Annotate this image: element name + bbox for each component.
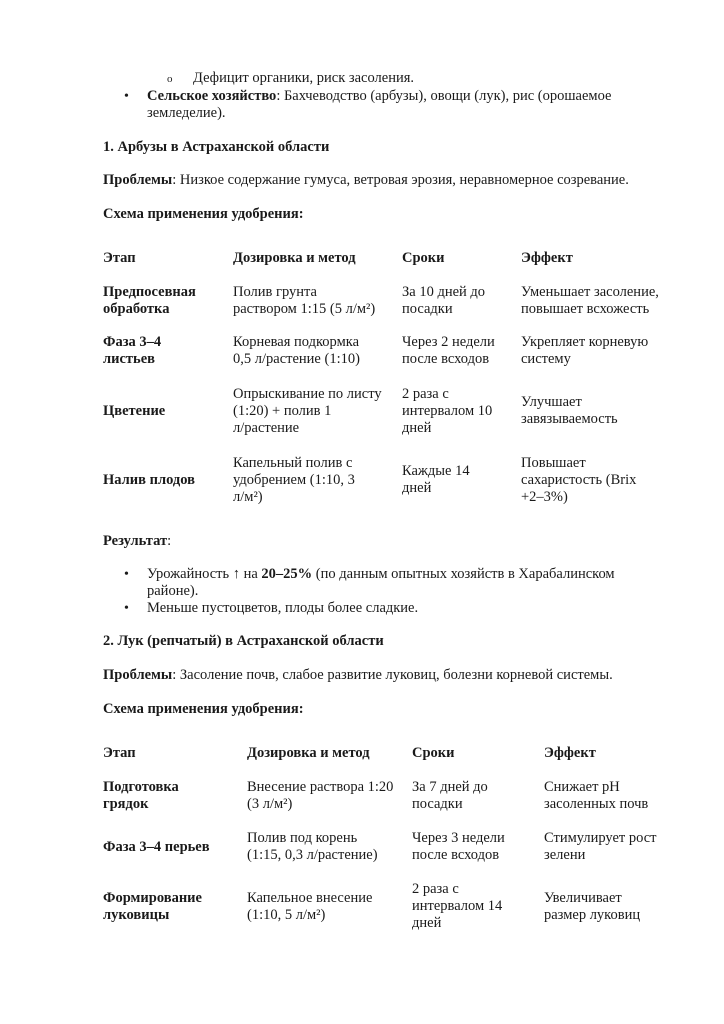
table2-header-effect: Эффект: [544, 745, 596, 761]
table1-row1-timing-l2: посадки: [402, 301, 453, 317]
table2-row1-effect-l1: Снижает pH: [544, 779, 620, 795]
table2-row1-dose: [247, 779, 393, 813]
table1-row4-effect-l3: +2–3%): [521, 489, 568, 505]
table1-row1-dose-l2: раствором 1:15 (5 л/м²): [233, 301, 376, 317]
table2-row3-effect-l1: Увеличивает: [544, 890, 622, 906]
table2-row1-dose-l2: (3 л/м²): [247, 796, 293, 812]
section1-title: 1. Арбузы в Астраханской области: [103, 139, 330, 155]
table1-row2-timing-l1: Через 2 недели: [402, 334, 495, 350]
table1-row4-dose-l2: удобрением (1:10, 3: [233, 472, 355, 488]
table1-row3-timing-l3: дней: [402, 420, 432, 436]
bullet-marker: •: [124, 89, 129, 104]
table2-row3-effect-l2: размер луковиц: [544, 907, 641, 923]
result-bullet-2-marker: •: [124, 601, 129, 616]
table1-row3-dose-l3: л/растение: [233, 420, 300, 436]
table1-row4-dose-l1: Капельный полив с: [233, 455, 353, 471]
table1-row2-stage-l1: Фаза 3–4: [103, 334, 162, 350]
table2-row1-dose-l1: Внесение раствора 1:20: [247, 779, 394, 795]
table2-row3-dose: [247, 890, 372, 924]
table1-row4-stage: [103, 472, 195, 489]
table2-row2-dose-l1: Полив под корень: [247, 830, 358, 846]
section2-problems: [103, 667, 613, 684]
bullet-agriculture-label: Сельское хозяйство: [147, 88, 277, 104]
table1-row3-timing: [402, 386, 492, 437]
table1-row2-effect: [521, 334, 648, 368]
result-bullet-1-marker: •: [124, 567, 129, 582]
table2-row3-timing-l2: интервалом 14: [412, 898, 503, 914]
table2-header-dose: Дозировка и метод: [247, 745, 370, 761]
table1-row4-effect-l2: сахаристость (Brix: [521, 472, 637, 488]
table1-row4-timing-l2: дней: [402, 480, 432, 496]
table1-row3-effect-l1: Улучшает: [521, 394, 582, 410]
section1-result: [103, 533, 171, 550]
table2-row1-stage-l1: Подготовка: [103, 779, 179, 795]
sub-bullet-marker: o: [167, 73, 173, 85]
table1-row2-timing-l2: после всходов: [402, 351, 490, 367]
table2-row3-stage-l1: Формирование: [103, 890, 202, 906]
table1-row2-dose-l2: 0,5 л/растение (1:10): [233, 351, 360, 367]
section2-title: 2. Лук (репчатый) в Астраханской области: [103, 633, 384, 649]
bullet-agriculture: [147, 88, 667, 122]
table2-row3-timing: [412, 881, 502, 932]
table1-row1-stage-l2: обработка: [103, 301, 170, 317]
table1-row2-effect-l1: Укрепляет корневую: [521, 334, 649, 350]
table1-row1-effect-l2: повышает всхожесть: [521, 301, 650, 317]
section1-problems-label: Проблемы: [103, 172, 173, 188]
table1-header-timing: Сроки: [402, 250, 445, 266]
table2-row2-dose-l2: (1:15, 0,3 л/растение): [247, 847, 378, 863]
table2-row1-stage: [103, 779, 179, 813]
table1-row2-timing: [402, 334, 495, 368]
table2-row2-effect-l1: Стимулирует рост: [544, 830, 657, 846]
table2-row2-stage-l1: Фаза 3–4 перьев: [103, 839, 210, 855]
table2-header-timing: Сроки: [412, 745, 455, 761]
result-item-1-line2: районе).: [147, 583, 199, 599]
table2-row2-effect: [544, 830, 657, 864]
table1-row3-effect: [521, 394, 618, 428]
table1-row3-stage-l1: Цветение: [103, 403, 166, 419]
table1-row3-dose-l1: Опрыскивание по листу: [233, 386, 382, 402]
bullet-agriculture-text: : Бахчеводство (арбузы), овощи (лук), рис (орошаемое: [276, 88, 612, 104]
table1-row1-effect-l1: Уменьшает засоление,: [521, 284, 659, 300]
table2-row1-timing-l2: посадки: [412, 796, 463, 812]
table1-row2-effect-l2: систему: [521, 351, 571, 367]
table2-row1-timing: [412, 779, 488, 813]
table2-header-stage: Этап: [103, 745, 136, 761]
table1-row4-dose-l3: л/м²): [233, 489, 263, 505]
table1-header-effect: Эффект: [521, 250, 573, 266]
table2-row1-effect-l2: засоленных почв: [544, 796, 649, 812]
bullet-agriculture-text-2: земледелие).: [147, 105, 226, 121]
table2-row2-timing-l2: после всходов: [412, 847, 500, 863]
table2-row2-stage: [103, 839, 210, 856]
sub-bullet-text: Дефицит органики, риск засоления.: [193, 70, 415, 86]
table2-row1-timing-l1: За 7 дней до: [412, 779, 488, 795]
table1-row2-dose-l1: Корневая подкормка: [233, 334, 360, 350]
table1-row3-dose: [233, 386, 382, 437]
table1-row4-timing: [402, 463, 470, 497]
table2-row1-stage-l2: грядок: [103, 796, 149, 812]
table1-row4-stage-l1: Налив плодов: [103, 472, 195, 488]
table1-row1-stage: [103, 284, 196, 318]
result-item-1-bold: 20–25%: [261, 566, 313, 582]
table1-row2-stage-l2: листьев: [103, 351, 155, 367]
section2-problems-label: Проблемы: [103, 667, 173, 683]
table1-row4-timing-l1: Каждые 14: [402, 463, 470, 479]
table1-row4-effect: [521, 455, 636, 506]
table2-row2-timing: [412, 830, 505, 864]
table2-row1-effect: [544, 779, 648, 813]
table1-header-dose: Дозировка и метод: [233, 250, 356, 266]
result-item-1-post: (по данным опытных хозяйств в Харабалинском: [312, 566, 615, 582]
table2-row3-timing-l3: дней: [412, 915, 442, 931]
table1-row3-stage: [103, 403, 165, 420]
table1-row2-stage: [103, 334, 161, 368]
table1-row1-timing-l1: За 10 дней до: [402, 284, 486, 300]
table1-row1-dose-l1: Полив грунта: [233, 284, 317, 300]
table1-row3-timing-l1: 2 раза с: [402, 386, 449, 402]
section1-scheme-title: Схема применения удобрения:: [103, 206, 304, 222]
table1-row3-dose-l2: (1:20) + полив 1: [233, 403, 332, 419]
table2-row3-stage: [103, 890, 202, 924]
table1-header-stage: Этап: [103, 250, 136, 266]
table1-row4-effect-l1: Повышает: [521, 455, 586, 471]
table1-row3-timing-l2: интервалом 10: [402, 403, 493, 419]
section1-result-label: Результат: [103, 533, 168, 549]
table2-row3-dose-l1: Капельное внесение: [247, 890, 373, 906]
table1-row1-timing: [402, 284, 485, 318]
table2-row2-timing-l1: Через 3 недели: [412, 830, 505, 846]
section1-problems: [103, 172, 629, 189]
section2-problems-text: : Засоление почв, слабое развитие луковиц, болезни корневой системы.: [172, 667, 613, 683]
result-item-1: [147, 566, 667, 600]
result-item-1-pre: Урожайность ↑ на: [147, 566, 262, 582]
table2-row2-effect-l2: зелени: [544, 847, 586, 863]
table2-row2-dose: [247, 830, 378, 864]
table1-row4-dose: [233, 455, 355, 506]
result-item-2: Меньше пустоцветов, плоды более сладкие.: [147, 600, 419, 616]
table1-row1-stage-l1: Предпосевная: [103, 284, 196, 300]
section1-problems-text: : Низкое содержание гумуса, ветровая эрозия, неравномерное созревание.: [172, 172, 629, 188]
section2-scheme-title: Схема применения удобрения:: [103, 701, 304, 717]
table2-row3-stage-l2: луковицы: [103, 907, 170, 923]
table1-row3-effect-l2: завязываемость: [521, 411, 618, 427]
table1-row1-dose: [233, 284, 375, 318]
table1-row2-dose: [233, 334, 360, 368]
table2-row3-timing-l1: 2 раза с: [412, 881, 459, 897]
table1-row1-effect: [521, 284, 659, 318]
table2-row3-dose-l2: (1:10, 5 л/м²): [247, 907, 326, 923]
table2-row3-effect: [544, 890, 640, 924]
section1-result-colon: :: [167, 533, 172, 549]
